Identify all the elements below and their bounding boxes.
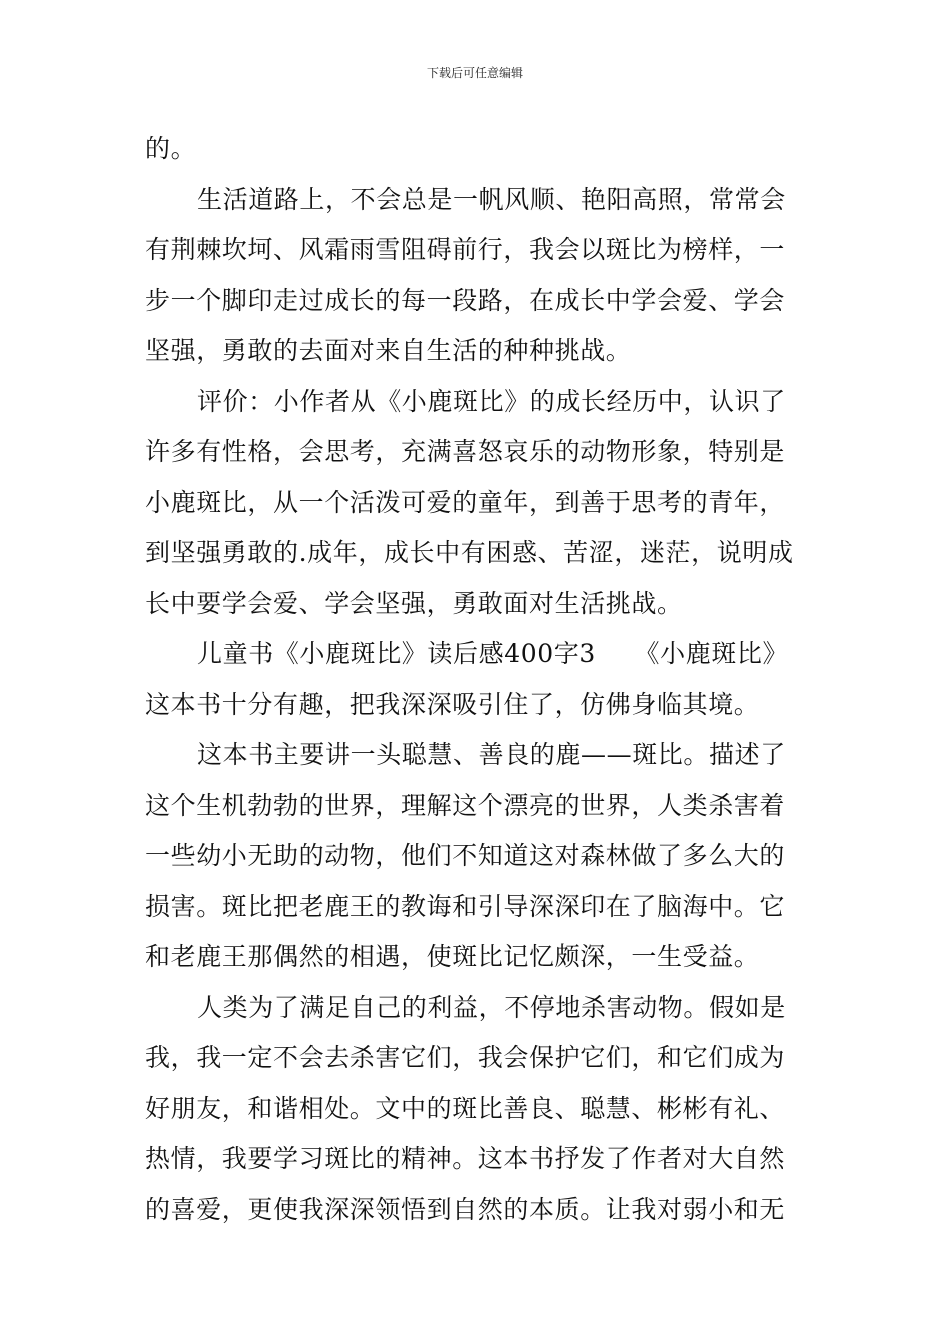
text-line: 儿童书《小鹿斑比》读后感400字3 《小鹿斑比》 bbox=[197, 639, 789, 668]
text-line: 这个生机勃勃的世界，理解这个漂亮的世界，人类杀害着 bbox=[145, 790, 786, 820]
text-line: 坚强，勇敢的去面对来自生活的种种挑战。 bbox=[145, 336, 632, 365]
text-line: 的。 bbox=[145, 134, 197, 163]
document-body bbox=[145, 124, 810, 1235]
text-line: 许多有性格，会思考，充满喜怒哀乐的动物形象，特别是 bbox=[145, 437, 786, 466]
text-line: 生活道路上，不会总是一帆风顺、艳阳高照，常常会 bbox=[197, 184, 786, 214]
text-line: 评价：小作者从《小鹿斑比》的成长经历中，认识了 bbox=[197, 386, 786, 416]
text-line: 步一个脚印走过成长的每一段路，在成长中学会爱、学会 bbox=[145, 285, 786, 315]
text-line: 损害。斑比把老鹿王的教诲和引导深深印在了脑海中。它 bbox=[145, 891, 786, 921]
text-line: 有荆棘坎坷、风霜雨雪阻碍前行，我会以斑比为榜样，一 bbox=[145, 235, 786, 264]
text-line: 的喜爱，更使我深深领悟到自然的本质。让我对弱小和无 bbox=[145, 1194, 786, 1224]
text-line: 长中要学会爱、学会坚强，勇敢面对生活挑战。 bbox=[145, 588, 683, 618]
text-line: 好朋友，和谐相处。文中的斑比善良、聪慧、彬彬有礼、 bbox=[145, 1093, 786, 1123]
page-header: 下载后可任意编辑 bbox=[426, 66, 523, 80]
text-line: 一些幼小无助的动物，他们不知道这对森林做了多么大的 bbox=[145, 841, 786, 870]
text-line: 热情，我要学习斑比的精神。这本书抒发了作者对大自然 bbox=[145, 1144, 786, 1173]
text-line: 人类为了满足自己的利益，不停地杀害动物。假如是 bbox=[197, 992, 786, 1022]
text-line: 这本书主要讲一头聪慧、善良的鹿——斑比。描述了 bbox=[197, 740, 786, 769]
text-line: 小鹿斑比，从一个活泼可爱的童年，到善于思考的青年， bbox=[145, 487, 786, 517]
text-line: 我，我一定不会去杀害它们，我会保护它们，和它们成为 bbox=[145, 1043, 786, 1072]
text-line: 这本书十分有趣，把我深深吸引住了，仿佛身临其境。 bbox=[145, 689, 760, 719]
text-line: 和老鹿王那偶然的相遇，使斑比记忆颇深，一生受益。 bbox=[145, 942, 760, 971]
text-line: 到坚强勇敢的.成年，成长中有困惑、苦涩，迷茫，说明成 bbox=[145, 538, 794, 567]
